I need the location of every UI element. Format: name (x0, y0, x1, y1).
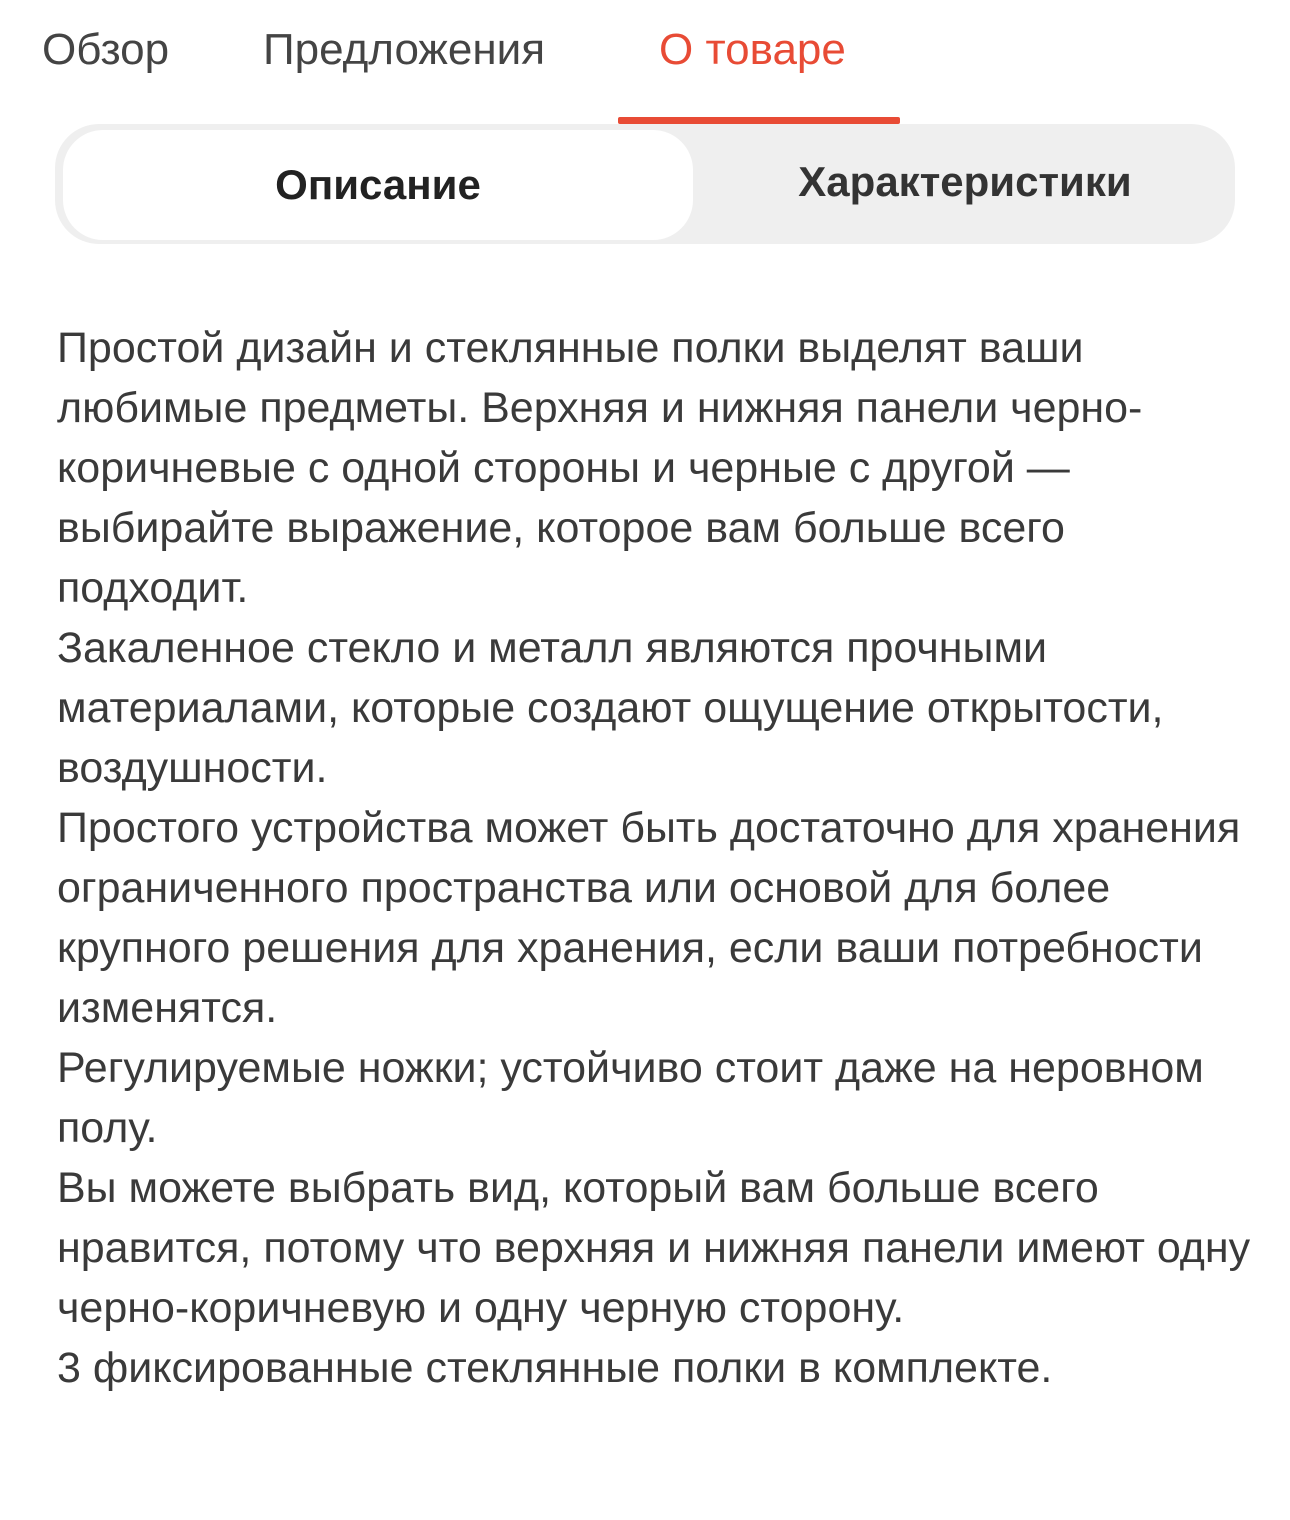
description-paragraph: Простой дизайн и стеклянные полки выделят ваши любимые предметы. Верхняя и нижняя панели черно-коричневые с одной стороны и черные с другой — выбирайте выражение, которое вам больше всего подходит. (57, 324, 1143, 612)
segment-description[interactable]: Описание (63, 130, 693, 240)
segmented-control (55, 124, 1235, 244)
description-paragraph: Регулируемые ножки; устойчиво стоит даже на неровном полу. (57, 1044, 1204, 1152)
tab-overview[interactable]: Обзор (42, 25, 170, 74)
product-description (57, 318, 1257, 1398)
description-paragraph: 3 фиксированные стеклянные полки в комплекте. (57, 1344, 1053, 1392)
top-tabs (0, 0, 1290, 124)
tab-about-product[interactable]: О товаре (659, 25, 846, 74)
description-paragraph: Вы можете выбрать вид, который вам больше всего нравится, потому что верхняя и нижняя панели имеют одну черно-коричневую и одну черную сторону. (57, 1164, 1251, 1332)
tab-offers[interactable]: Предложения (263, 25, 546, 74)
description-paragraph: Закаленное стекло и металл являются прочными материалами, которые создают ощущение открытости, воздушности. (57, 624, 1164, 792)
segment-specifications[interactable]: Характеристики (798, 158, 1132, 205)
description-paragraph: Простого устройства может быть достаточно для хранения ограниченного пространства или основой для более крупного решения для хранения, если ваши потребности изменятся. (57, 804, 1241, 1032)
active-tab-indicator (618, 117, 900, 124)
